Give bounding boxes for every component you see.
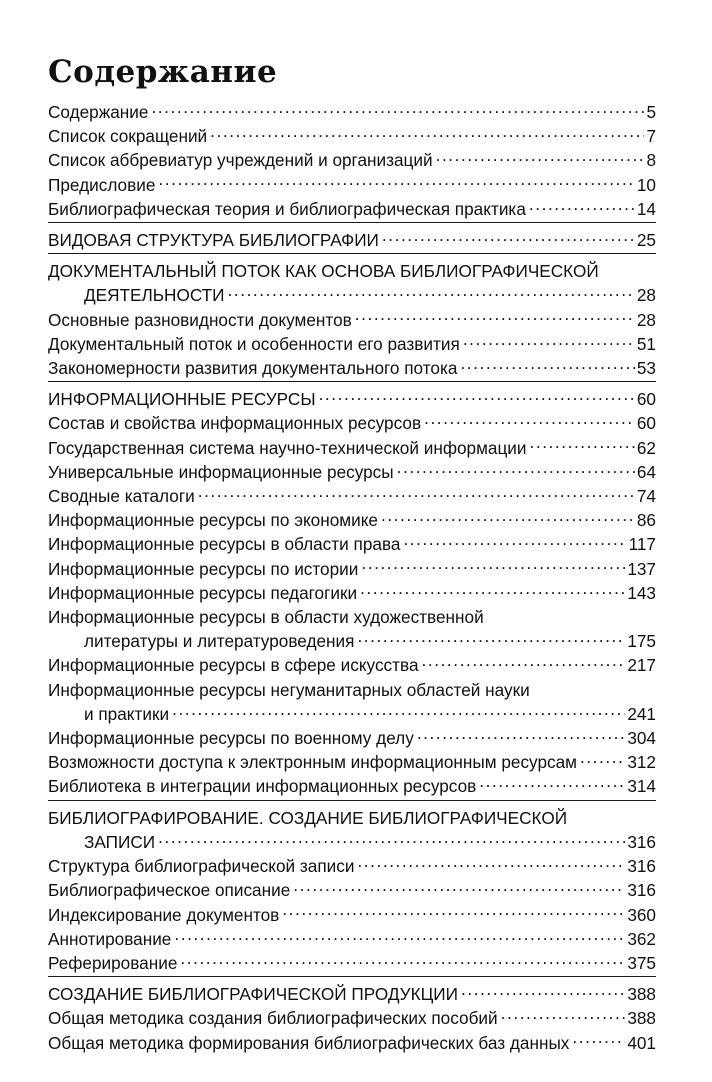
toc-page-number: 51 (636, 333, 656, 354)
toc-entry-line (48, 927, 656, 951)
toc-page-number: 312 (627, 752, 656, 773)
toc-page-number: 28 (636, 285, 656, 306)
toc-entry-title: Состав и свойства информационных ресурсов (48, 413, 422, 434)
toc-entry-title: Универсальные информационные ресурсы (48, 461, 394, 482)
toc-page-number: 314 (627, 776, 656, 797)
dot-leader (479, 775, 625, 792)
toc-entry-line (48, 1006, 656, 1030)
toc-page-number: 316 (627, 856, 656, 877)
toc-entry-title: ВИДОВАЯ СТРУКТУРА БИБЛИОГРАФИИ (48, 230, 379, 251)
toc-page-number: 10 (636, 174, 656, 195)
toc-entry (48, 653, 656, 677)
toc-entry (48, 774, 656, 798)
toc-page-number: 316 (627, 880, 656, 901)
toc-entry-line (48, 878, 656, 902)
dot-leader (463, 333, 635, 350)
toc-page-number: 175 (627, 631, 656, 652)
toc-entry-line (48, 148, 656, 172)
toc-entry-title: Основные разновидности документов (48, 309, 352, 330)
toc-entry-title: Библиографическое описание (48, 880, 291, 901)
toc-page-number: 316 (627, 831, 656, 852)
dot-leader (422, 654, 626, 671)
dot-leader (357, 630, 625, 647)
toc-page-number: 304 (627, 728, 656, 749)
dot-leader (529, 198, 635, 215)
toc-entry (48, 460, 656, 484)
dot-leader (174, 928, 625, 945)
toc-entry-line (48, 173, 656, 197)
dot-leader (580, 751, 625, 768)
toc-entry-line (48, 830, 656, 854)
toc-entry-line (48, 332, 656, 356)
dot-leader (361, 557, 625, 574)
toc-entry (48, 484, 656, 508)
toc-entry (48, 903, 656, 927)
toc-page-number: 401 (627, 1032, 656, 1053)
dot-leader (381, 509, 635, 526)
section-divider (48, 800, 656, 801)
toc-entry (48, 411, 656, 435)
toc-entry-line (48, 702, 656, 726)
toc-entry (48, 253, 656, 307)
toc-entry-line (48, 460, 656, 484)
toc-entry (48, 1031, 656, 1055)
toc-entry (48, 581, 656, 605)
toc-entry (48, 436, 656, 460)
toc-entry (48, 951, 656, 975)
dot-leader (417, 727, 626, 744)
toc-page-number: 25 (636, 230, 656, 251)
dot-leader (282, 903, 625, 920)
toc-entry (48, 854, 656, 878)
toc-entry (48, 605, 656, 653)
dot-leader (424, 412, 635, 429)
toc-entry-line (48, 283, 656, 307)
toc-entry-line (48, 750, 656, 774)
toc-entry-title: Библиотека в интеграции информационных ресурсов (48, 776, 477, 797)
dot-leader (360, 582, 625, 599)
toc-page-number: 28 (636, 309, 656, 330)
toc-entry-line (48, 557, 656, 581)
toc-entry-title: Список сокращений (48, 126, 208, 147)
toc-entry-title: Предисловие (48, 174, 156, 195)
dot-leader (293, 879, 625, 896)
toc-entry (48, 508, 656, 532)
toc-entry-line (48, 1031, 656, 1055)
toc-page-number: 388 (627, 1008, 656, 1029)
toc-page-number: 86 (636, 510, 656, 531)
dot-leader (397, 461, 635, 478)
toc-entry (48, 332, 656, 356)
toc-entry-title: и практики (84, 703, 170, 724)
toc-page-number: 14 (636, 198, 656, 219)
toc-entry-title: Список аббревиатур учреждений и организаций (48, 150, 433, 171)
toc-entry-title: Общая методика формирования библиографических баз данных (48, 1032, 570, 1053)
dot-leader (357, 855, 625, 872)
toc-entry (48, 100, 656, 124)
toc-entry-line (48, 484, 656, 508)
toc-entry-line (48, 411, 656, 435)
toc-entry-title: ИНФОРМАЦИОННЫЕ РЕСУРСЫ (48, 389, 316, 410)
dot-leader (355, 308, 635, 325)
toc-entry-title: Документальный поток и особенности его развития (48, 333, 460, 354)
toc-entry-title: Структура библиографической записи (48, 856, 355, 877)
section-divider (48, 222, 656, 223)
toc-entry-line (48, 726, 656, 750)
dot-leader (158, 831, 625, 848)
dot-leader (158, 173, 634, 190)
toc-entry-title: Информационные ресурсы в сфере искусства (48, 655, 419, 676)
toc-page-number: 64 (636, 461, 656, 482)
toc-entry (48, 356, 656, 380)
toc-page-number: 5 (646, 102, 656, 122)
toc-page-number: 362 (627, 928, 656, 949)
toc-entry-line (48, 581, 656, 605)
toc-entry (48, 197, 656, 221)
toc-entry-title: Информационные ресурсы по военному делу (48, 728, 414, 749)
table-of-contents (48, 100, 656, 1055)
toc-entry-title: БИБЛИОГРАФИРОВАНИЕ. СОЗДАНИЕ БИБЛИОГРАФИЧЕСКОЙ (48, 807, 568, 828)
toc-entry (48, 678, 656, 726)
toc-page-number: 60 (636, 413, 656, 434)
toc-page-number: 53 (636, 358, 656, 379)
toc-entry-line (48, 197, 656, 221)
toc-entry (48, 308, 656, 332)
toc-entry-line (48, 653, 656, 677)
toc-entry-line (48, 228, 656, 252)
toc-page-number: 137 (627, 558, 656, 579)
toc-entry-title: ЗАПИСИ (84, 831, 156, 852)
toc-entry (48, 381, 656, 411)
toc-entry-line (48, 982, 656, 1006)
toc-entry-title: Реферирование (48, 952, 178, 973)
toc-entry-line (48, 774, 656, 798)
toc-entry-title: ДОКУМЕНТАЛЬНЫЙ ПОТОК КАК ОСНОВА БИБЛИОГРАФИЧЕСКОЙ (48, 261, 599, 282)
toc-page-number: 217 (627, 655, 656, 676)
toc-page-number: 8 (646, 150, 656, 171)
toc-entry-title: Содержание (48, 102, 149, 122)
toc-page-number: 62 (636, 437, 656, 458)
toc-page-number: 143 (627, 582, 656, 603)
page-title: Содержание (48, 54, 278, 90)
toc-entry-line (48, 436, 656, 460)
toc-entry-title: Индексирование документов (48, 904, 280, 925)
toc-page-number: 74 (636, 486, 656, 507)
toc-entry-line (48, 308, 656, 332)
dot-leader (180, 952, 625, 969)
section-divider (48, 253, 656, 254)
toc-entry-line (48, 629, 656, 653)
toc-entry-title: Информационные ресурсы негуманитарных областей науки (48, 679, 530, 700)
toc-entry-title: Государственная система научно-технической информации (48, 437, 527, 458)
toc-entry (48, 976, 656, 1006)
dot-leader (151, 101, 644, 118)
toc-entry (48, 148, 656, 172)
toc-entry-title: Сводные каталоги (48, 486, 195, 507)
toc-entry-line (48, 951, 656, 975)
dot-leader (210, 125, 644, 142)
dot-leader (228, 284, 635, 301)
toc-entry-line (48, 124, 656, 148)
dot-leader (403, 533, 626, 550)
toc-entry-line (48, 387, 656, 411)
toc-entry (48, 557, 656, 581)
toc-entry-title: Информационные ресурсы в области художественной (48, 607, 484, 628)
toc-entry-title: Информационные ресурсы по истории (48, 558, 359, 579)
toc-entry-title: СОЗДАНИЕ БИБЛИОГРАФИЧЕСКОЙ ПРОДУКЦИИ (48, 984, 459, 1005)
toc-page-number: 7 (646, 126, 656, 147)
toc-entry-title: Информационные ресурсы педагогики (48, 582, 358, 603)
toc-entry-line (48, 508, 656, 532)
toc-page-number: 360 (627, 904, 656, 925)
toc-entry-title: Закономерности развития документального потока (48, 358, 458, 379)
toc-entry-title: Информационные ресурсы в области права (48, 534, 401, 555)
dot-leader (501, 1007, 626, 1024)
toc-entry-line (48, 532, 656, 556)
dot-leader (460, 357, 634, 374)
toc-entry-line (48, 100, 656, 124)
toc-page-number: 241 (627, 703, 656, 724)
toc-entry-title: Библиографическая теория и библиографическая практика (48, 198, 526, 219)
toc-entry (48, 124, 656, 148)
toc-page-number: 388 (627, 984, 656, 1005)
toc-entry-title: Возможности доступа к электронным информационным ресурсам (48, 752, 577, 773)
toc-page-number: 60 (636, 389, 656, 410)
toc-entry (48, 1006, 656, 1030)
toc-entry (48, 532, 656, 556)
toc-entry (48, 800, 656, 854)
toc-entry-title: Аннотирование (48, 928, 172, 949)
toc-entry-line (48, 356, 656, 380)
toc-entry-title: литературы и литературоведения (84, 631, 355, 652)
section-divider (48, 381, 656, 382)
toc-entry-title: ДЕЯТЕЛЬНОСТИ (84, 285, 225, 306)
toc-entry (48, 726, 656, 750)
toc-entry-title: Информационные ресурсы по экономике (48, 510, 378, 531)
dot-leader (530, 436, 635, 453)
dot-leader (319, 388, 635, 405)
dot-leader (198, 485, 635, 502)
toc-page-number: 375 (627, 952, 656, 973)
toc-entry (48, 173, 656, 197)
dot-leader (572, 1031, 625, 1048)
section-divider (48, 976, 656, 977)
toc-entry (48, 222, 656, 252)
dot-leader (172, 703, 625, 720)
toc-page-number: 117 (628, 534, 656, 555)
toc-entry-line (48, 903, 656, 927)
toc-entry-title: Общая методика создания библиографических пособий (48, 1008, 498, 1029)
dot-leader (382, 229, 635, 246)
toc-entry (48, 750, 656, 774)
toc-entry (48, 927, 656, 951)
dot-leader (461, 983, 625, 1000)
dot-leader (436, 149, 645, 166)
toc-entry (48, 878, 656, 902)
toc-entry-line (48, 854, 656, 878)
